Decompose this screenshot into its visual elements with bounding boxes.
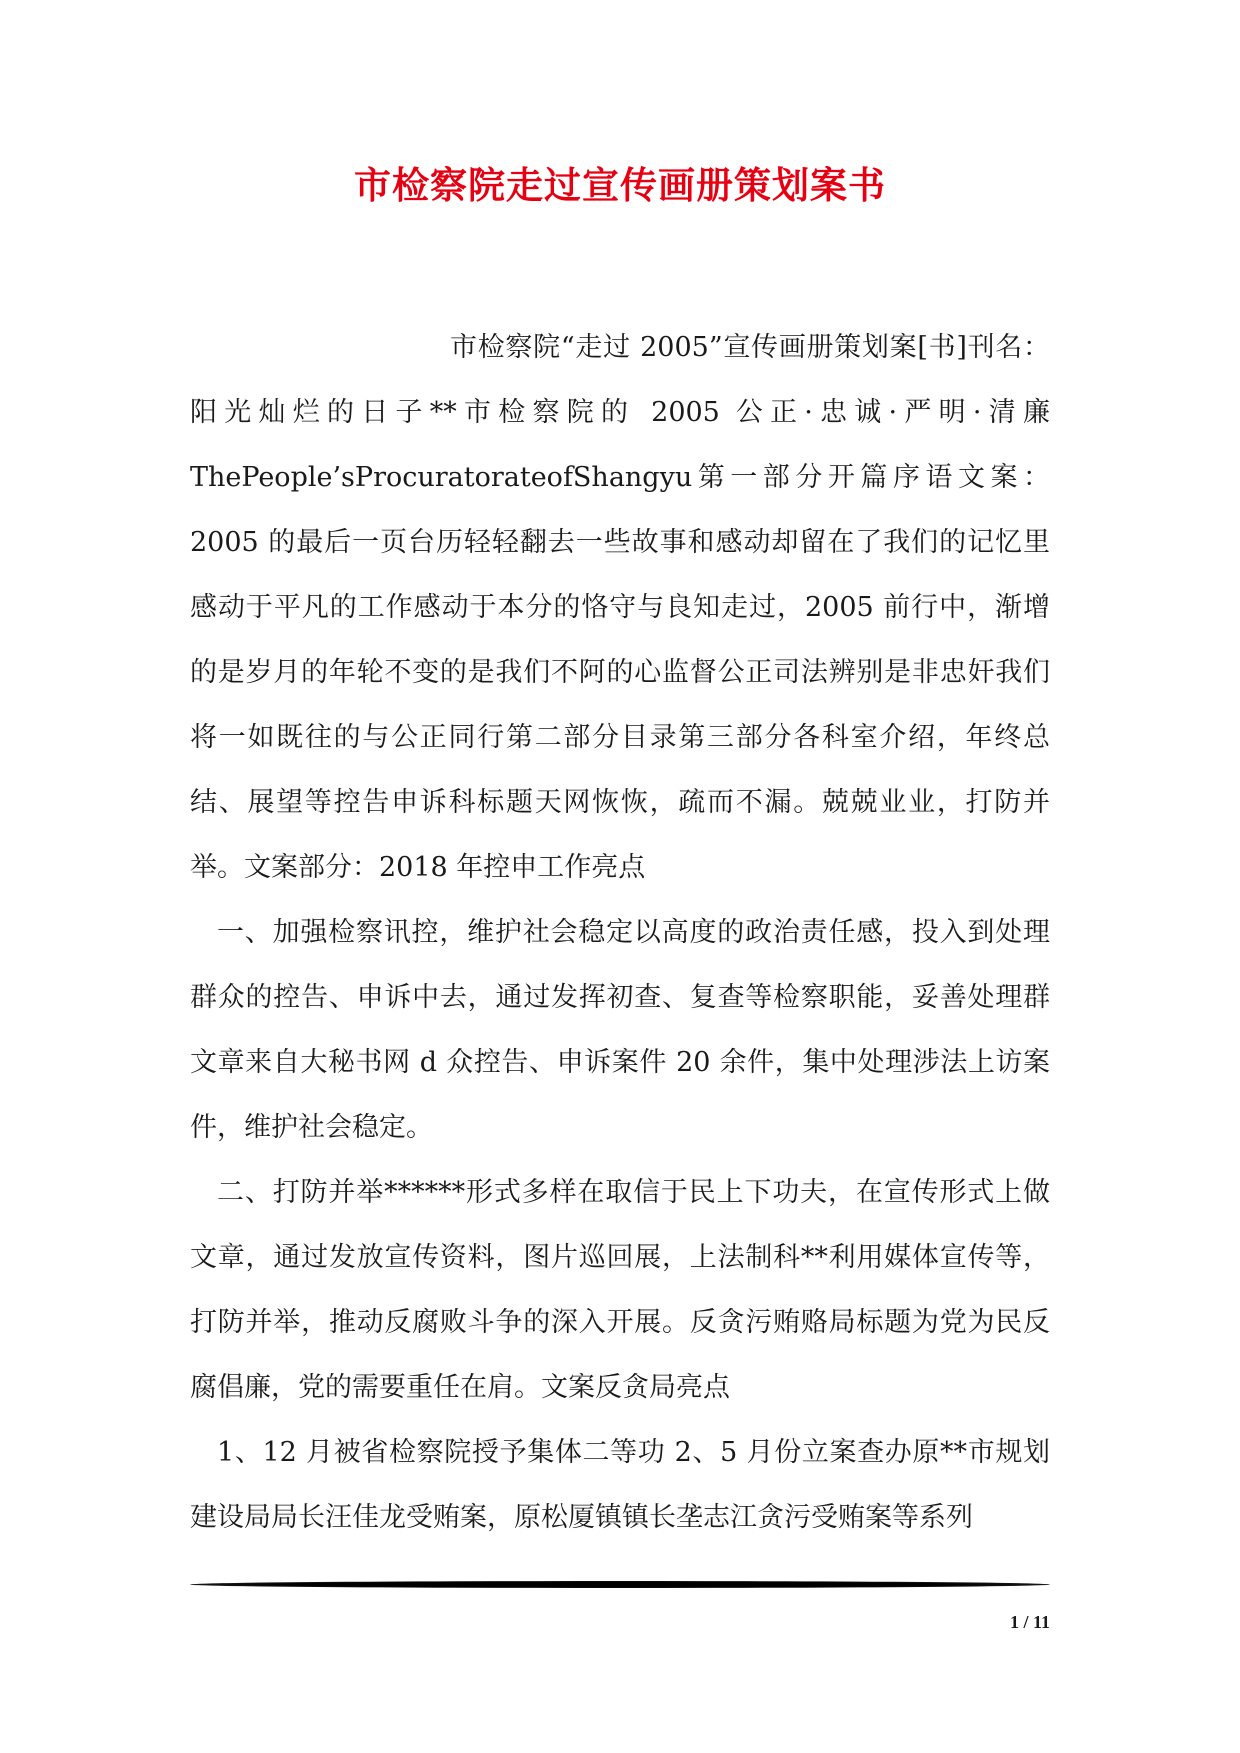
document-title: 市检察院走过宣传画册策划案书 [354, 163, 886, 207]
paragraph-section-two: 二、打防并举******形式多样在取信于民上下功夫，在宣传形式上做文章，通过发放宣传资料，图片巡回展，上法制科**利用媒体宣传等，打防并举，推动反腐败斗争的深入开展。反贪污贿赂局标题为党为民反腐倡廉，党的需要重任在肩。文案反贪局亮点 [190, 1177, 1050, 1403]
page-number: 1 / 11 [1009, 1612, 1050, 1632]
document-body [190, 315, 1050, 1550]
paragraph-highlights: 1、12 月被省检察院授予集体二等功 2、5 月份立案查办原**市规划建设局局长汪佳龙受贿案，原松厦镇镇长垄志江贪污受贿案等系列 [190, 1437, 1050, 1533]
footer-divider [190, 1581, 1050, 1588]
paragraph-section-one: 一、加强检察讯控，维护社会稳定以高度的政治责任感，投入到处理群众的控告、申诉中去，通过发挥初查、复查等检察职能，妥善处理群文章来自大秘书网 d 众控告、申诉案件 20 余件，集中处理涉法上访案件，维护社会稳定。 [190, 917, 1050, 1143]
paragraph-intro: 市检察院“走过 2005”宣传画册策划案[书]刊名：阳光灿烂的日子**市检察院的 2005 公正·忠诚·严明·清廉 ThePeople’sProcuratorateofShangyu第一部分开篇序语文案：2005 的最后一页台历轻轻翻去一些故事和感动却留在了我们的记忆里感动于平凡的工作感动于本分的恪守与良知走过，2005 前行中，渐增的是岁月的年轮不变的是我们不阿的心监督公正司法辨别是非忠奸我们将一如既往的与公正同行第二部分目录第三部分各科室介绍，年终总结、展望等控告申诉科标题天网恢恢，疏而不漏。兢兢业业，打防并举。文案部分：2018 年控申工作亮点 [190, 332, 1050, 883]
